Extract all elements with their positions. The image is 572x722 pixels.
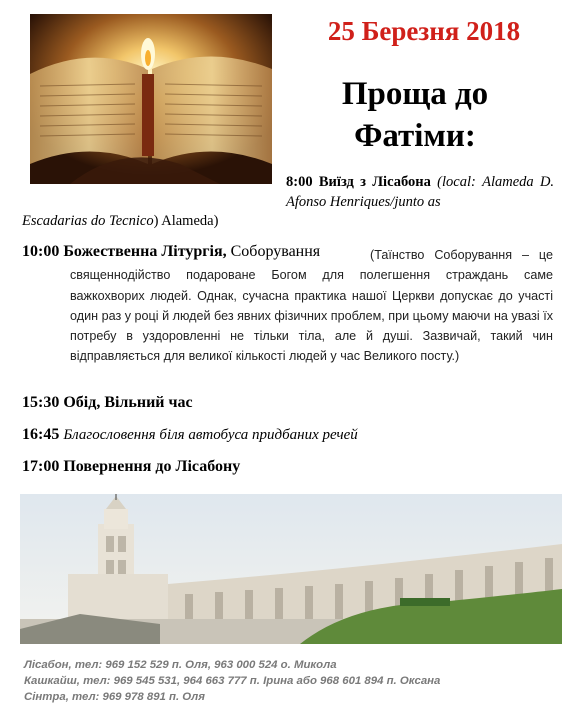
liturgy-time: 10:00 (22, 243, 60, 260)
lunch-time: 15:30 (22, 394, 60, 411)
basilica-illustration (20, 494, 562, 644)
contacts-block (24, 657, 544, 705)
liturgy-label: Божественна Літургія, (63, 243, 227, 260)
lunch-label: Обід, Вільний час (63, 394, 193, 411)
depart-location-cont: Escadarias do Tecnico (22, 213, 154, 229)
schedule-item-return (22, 458, 562, 476)
depart-location-open: (local: (437, 174, 476, 190)
page-title-line1: Проща до (341, 76, 489, 112)
contact-line-cascais: Кашкайш, тел: 969 545 531, 964 663 777 п. Ірина або 968 601 894 п. Оксана (24, 675, 441, 687)
contact-line-sintra: Сінтра, тел: 969 978 891 п. Оля (24, 691, 205, 703)
depart-location-close: ) Alameda) (153, 213, 219, 229)
schedule-item-depart (286, 172, 554, 212)
depart-time: 8:00 (286, 174, 313, 190)
page-title-line2: Фатіми: (354, 118, 476, 154)
depart-location-continued (22, 211, 562, 231)
return-label: Повернення до Лісабону (63, 458, 241, 475)
blessing-label: Благословення біля автобуса придбаних речей (63, 427, 358, 443)
candle-book-photo (30, 14, 272, 184)
liturgy-description: (Таїнство Соборування – це священнодійство подароване Богом для полегшення страждань саме важкохворих людей. Однак, сучасна практика нашої Церкви допускає до участі один раз у році й людей без явних фізичних проблем, при цьому маючи на увазі їх потребу в уздоровленні не тільки тіла, але й душі. Зазвичай, такий чин відправляється для великої кількості людей у час Великого посту.) (70, 248, 553, 364)
depart-label: Виїзд з Лісабона (318, 174, 431, 190)
contact-line-lisbon: Лісабон, тел: 969 152 529 п. Оля, 963 000 524 о. Микола (24, 659, 337, 671)
schedule-item-blessing (22, 426, 562, 444)
depart-location: Alameda D. Afonso Henriques/junto as (286, 174, 555, 210)
blessing-time: 16:45 (22, 426, 60, 443)
fatima-basilica-photo (20, 494, 562, 644)
liturgy-label-extra: Соборування (230, 243, 321, 260)
schedule-item-lunch (22, 394, 562, 412)
candle-book-illustration (30, 14, 272, 184)
event-date: 25 Березня 2018 (327, 16, 521, 46)
return-time: 17:00 (22, 458, 60, 475)
